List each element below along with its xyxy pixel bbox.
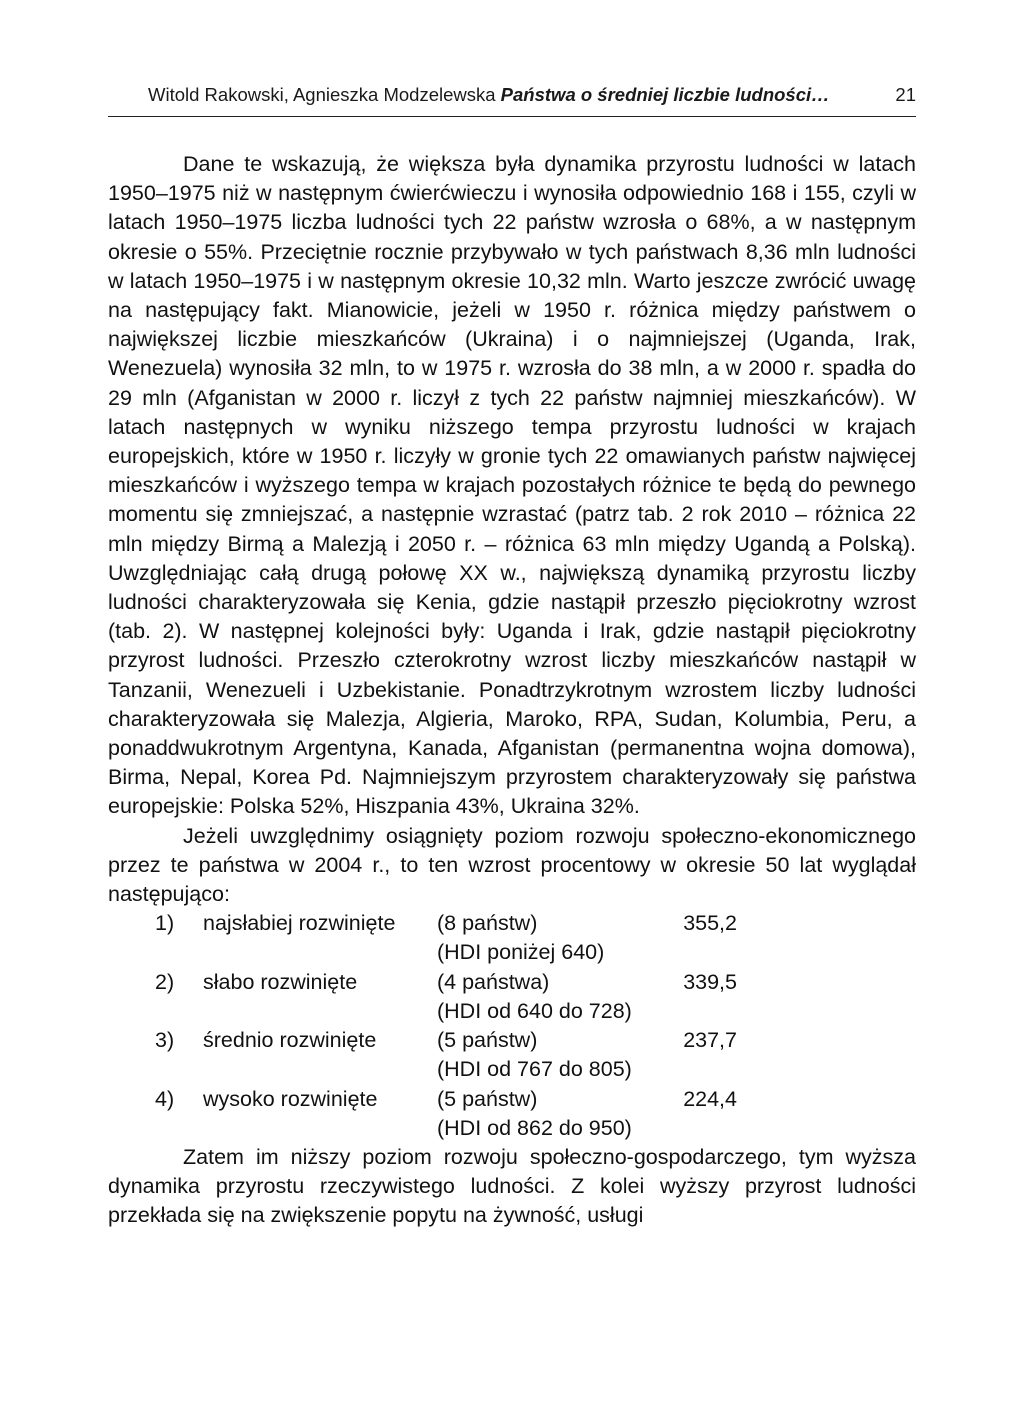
page-number: 21 bbox=[895, 84, 916, 105]
list-item-label: średnio rozwinięte bbox=[203, 1028, 377, 1053]
page bbox=[108, 84, 916, 1231]
header-title: Państwa o średniej liczbie ludności… bbox=[500, 84, 830, 105]
list-item-count: (4 państwa) bbox=[437, 969, 550, 994]
list-item-label: słabo rozwinięte bbox=[203, 969, 358, 994]
list-item-count: (8 państw) bbox=[437, 911, 538, 936]
paragraph-2: Jeżeli uwzględnimy osiągnięty poziom rozwoju społeczno-ekonomicznego przez te państwa w 2004 r., to ten wzrost procentowy w okresie 50 lat wyglądał następująco: bbox=[108, 823, 916, 907]
list-item-number: 2) bbox=[155, 969, 175, 994]
header-left bbox=[108, 84, 830, 106]
list-item-value: 237,7 bbox=[683, 1028, 737, 1053]
paragraph-3: Zatem im niższy poziom rozwoju społeczno-gospodarczego, tym wyższa dynamika przyrostu rzeczywistego ludności. Z kolei wyższy przyrost ludności przekłada się na zwiększenie popytu na żywność, usługi bbox=[108, 1144, 916, 1228]
list-item-number: 3) bbox=[155, 1028, 175, 1053]
list-item-hdi: (HDI od 767 do 805) bbox=[437, 1057, 632, 1082]
paragraph-1: Dane te wskazują, że większa była dynamika przyrostu ludności w latach 1950–1975 niż w następnym ćwierćwieczu i wynosiła odpowiednio 168 i 155, czyli w latach 1950–1975 liczba ludności tych 22 państw wzrosła o 68%, a w następnym okresie o 55%. Przeciętnie rocznie przybywało w tych państwach 8,36 mln ludności w latach 1950–1975 i w następnym okresie 10,32 mln. Warto jeszcze zwrócić uwagę na następujący fakt. Mianowicie, jeżeli w 1950 r. różnica między państwem o największej liczbie mieszkańców (Ukraina) i o najmniejszej (Uganda, Irak, Wenezuela) wynosiła 32 mln, to w 1975 r. wzrosła do 38 mln, a w 2000 r. spadła do 29 mln (Afganistan w 2000 r. liczył z tych 22 państw najmniej mieszkańców). W latach następnych w wyniku niższego tempa przyrostu ludności w krajach europejskich, które w 1950 r. liczyły w gronie tych 22 omawianych państw najwięcej mieszkańców i wyższego tempa w krajach pozostałych różnice te będą do pewnego momentu się zmniejszać, a następnie wzrastać (patrz tab. 2 rok 2010 – różnica 22 mln między Birmą a Malezją i 2050 r. – różnica 63 mln między Ugandą a Polską). Uwzględniając całą drugą połowę XX w., największą dynamiką przyrostu liczby ludności charakteryzowała się Kenia, gdzie nastąpił przeszło pięciokrotny wzrost (tab. 2). W następnej kolejności były: Uganda i Irak, gdzie nastąpił pięciokrotny przyrost ludności. Przeszło czterokrotny wzrost liczby mieszkańców nastąpił w Tanzanii, Wenezueli i Uzbekistanie. Ponadtrzykrotnym wzrostem liczby ludności charakteryzowała się Malezja, Algieria, Maroko, RPA, Sudan, Kolumbia, Peru, a ponaddwukrotnym Argentyna, Kanada, Afganistan (permanentna wojna domowa), Birma, Nepal, Korea Pd. Najmniejszym przyrostem charakteryzowały się państwa europejskie: Polska 52%, Hiszpania 43%, Ukraina 32%. bbox=[108, 152, 916, 819]
list-item-count: (5 państw) bbox=[437, 1086, 538, 1111]
list-item-value: 224,4 bbox=[683, 1086, 737, 1111]
list-item-number: 1) bbox=[155, 911, 175, 936]
list-item-count: (5 państw) bbox=[437, 1028, 538, 1053]
header-authors: Witold Rakowski, Agnieszka Modzelewska bbox=[148, 84, 496, 105]
hdi-list bbox=[108, 909, 916, 1143]
list-item-hdi: (HDI od 640 do 728) bbox=[437, 998, 632, 1023]
list-item-value: 355,2 bbox=[683, 911, 737, 936]
list-item bbox=[108, 1026, 916, 1084]
list-item-value: 339,5 bbox=[683, 969, 737, 994]
list-item-hdi: (HDI od 862 do 950) bbox=[437, 1115, 632, 1140]
list-item-label: najsłabiej rozwinięte bbox=[203, 911, 396, 936]
running-header bbox=[108, 84, 916, 117]
list-item-hdi: (HDI poniżej 640) bbox=[437, 940, 605, 965]
list-item-label: wysoko rozwinięte bbox=[203, 1086, 378, 1111]
list-item bbox=[108, 1085, 916, 1143]
list-item bbox=[108, 968, 916, 1026]
body-text bbox=[108, 150, 916, 1231]
list-item bbox=[108, 909, 916, 967]
list-item-number: 4) bbox=[155, 1086, 175, 1111]
